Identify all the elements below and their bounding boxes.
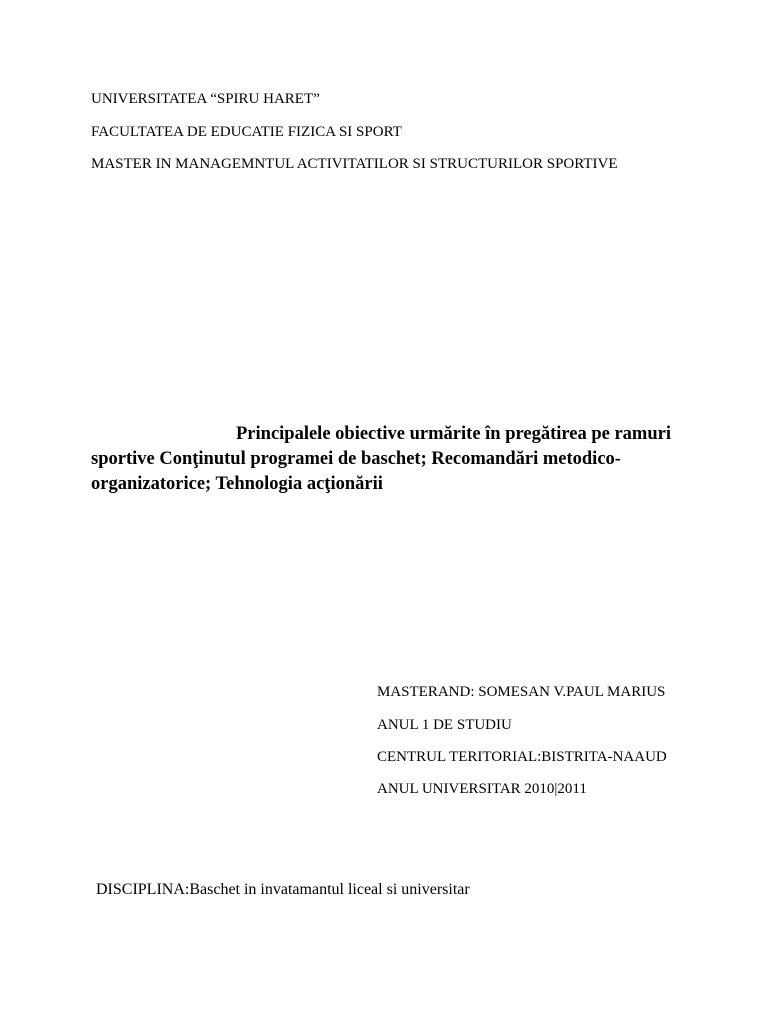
document-title: Principalele obiective urmărite în pregătirea pe ramuri sportive Conţinutul programei de baschet; Recomandări metodico-organizatorice; Tehnologia acţionării [91,424,671,494]
master-program: MASTER IN MANAGEMNTUL ACTIVITATILOR SI STRUCTURILOR SPORTIVE [91,156,618,172]
study-year: ANUL 1 DE STUDIU [377,717,512,733]
discipline: DISCIPLINA:Baschet in invatamantul liceal si universitar [96,881,470,898]
university-name: UNIVERSITATEA “SPIRU HARET” [91,91,320,107]
territorial-center: CENTRUL TERITORIAL:BISTRITA-NAAUD [377,749,667,765]
faculty-name: FACULTATEA DE EDUCATIE FIZICA SI SPORT [91,124,402,140]
masterand-name: MASTERAND: SOMESAN V.PAUL MARIUS [377,684,666,700]
academic-year: ANUL UNIVERSITAR 2010|2011 [377,781,587,797]
